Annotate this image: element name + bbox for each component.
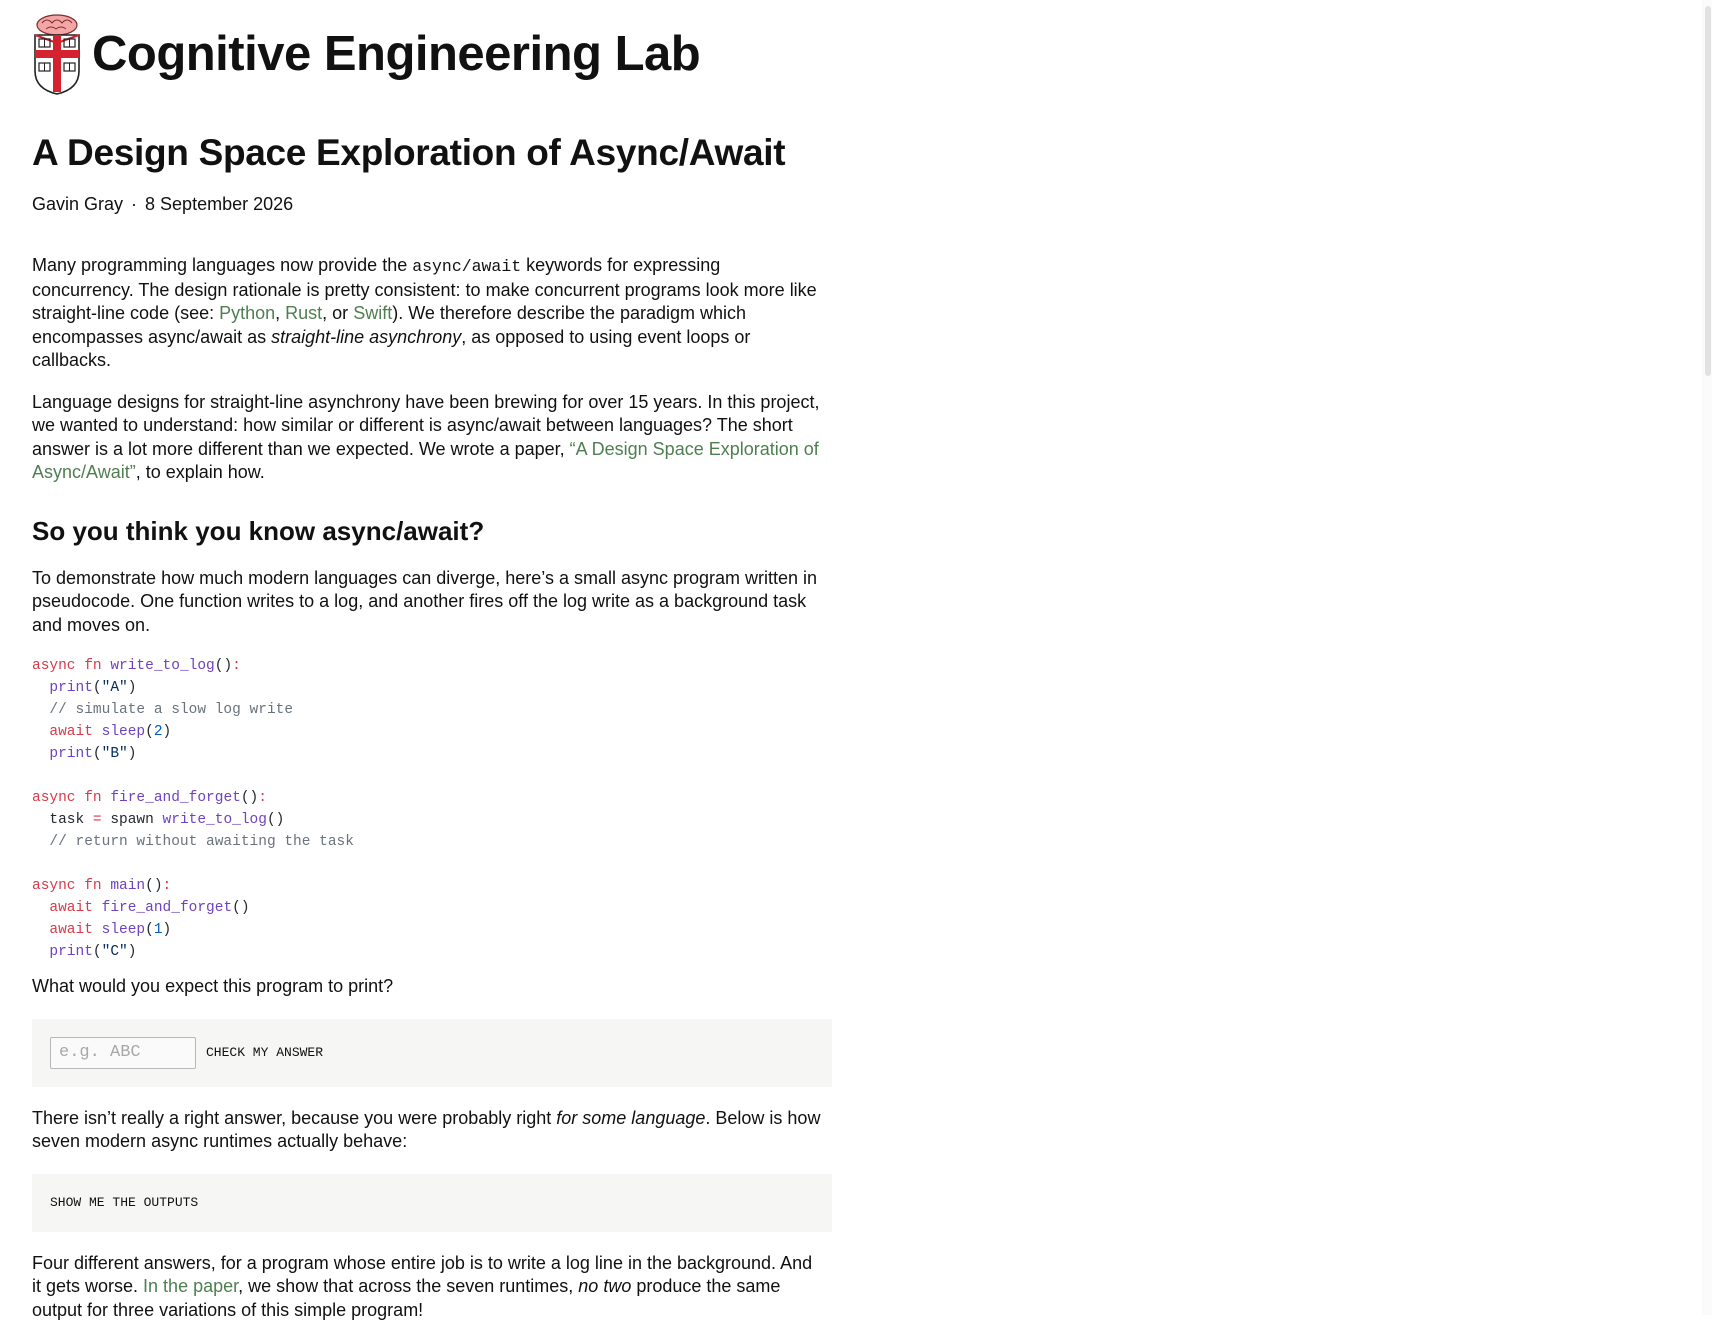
scrollbar[interactable] [1702,0,1712,1315]
code-block [32,655,832,963]
lab-name[interactable]: Cognitive Engineering Lab [92,26,700,82]
code-line [32,658,241,674]
byline-separator: · [131,194,137,214]
code-function: write_to_log [110,658,214,674]
text: ). We therefore describe the paradigm which encompasses async/await as [32,303,746,347]
author-name: Gavin Gray [32,194,123,214]
byline [32,194,832,218]
code-line [32,900,250,916]
code-punct: ( [145,922,154,938]
code-function: main [110,878,145,894]
text: , or [322,303,353,323]
code-keyword: async fn [32,658,102,674]
emphasis: no two [578,1276,631,1296]
answer-paragraph [32,1107,822,1154]
text: Many programming languages now provide the [32,255,412,275]
link-paper-title[interactable]: “A Design Space Exploration of Async/Await” [32,439,819,483]
code-operator: = [93,812,102,828]
code-line [32,790,267,806]
section-heading: So you think you know async/await? [32,515,832,547]
page [32,0,832,1322]
show-outputs-button[interactable]: SHOW ME THE OUTPUTS [50,1195,198,1210]
code-line [32,702,293,718]
code-punct: () [241,790,258,806]
answer-input[interactable] [50,1037,196,1069]
code-line [32,812,284,828]
scrollbar-thumb[interactable] [1705,6,1711,376]
code-function: sleep [102,724,146,740]
code-comment: // return without awaiting the task [49,834,354,850]
code-line [32,746,136,762]
code-punct: : [232,658,241,674]
code-function: fire_and_forget [110,790,241,806]
code-punct: () [267,812,284,828]
code-punct: ( [93,746,102,762]
section-paragraph: To demonstrate how much modern languages can diverge, here’s a small async program written in pseudocode. One function writes to a log, and another fires off the log write as a background task and moves on. [32,567,822,638]
conclusion-paragraph [32,1252,822,1322]
code-function: fire_and_forget [102,900,233,916]
check-answer-button[interactable]: CHECK MY ANSWER [196,1045,323,1060]
code-function: print [49,746,93,762]
code-punct: ) [128,746,137,762]
intro-paragraph-1 [32,254,822,373]
code-keyword: await [49,922,93,938]
code-string: "B" [102,746,128,762]
code-punct: () [232,900,249,916]
code-keyword: async fn [32,790,102,806]
code-function: print [49,680,93,696]
code-line [32,922,171,938]
text: Language designs for straight-line asynchrony have been brewing for over 15 years. In this project, we wanted to understand: how similar or different is async/await between languages? The short answer is a lot more different than we expected. We wrote a paper, [32,392,819,459]
link-in-the-paper[interactable]: In the paper [143,1276,238,1296]
code-punct: () [215,658,232,674]
text: , we show that across the seven runtimes, [238,1276,578,1296]
lab-logo-icon[interactable] [32,13,82,95]
code-punct: ( [93,944,102,960]
code-string: "C" [102,944,128,960]
code-line [32,724,171,740]
code-punct: : [258,790,267,806]
code-string: "A" [102,680,128,696]
emphasis: straight-line asynchrony [271,327,461,347]
post-date: 8 September 2026 [145,194,293,214]
text: , [275,303,285,323]
code-punct: : [163,878,172,894]
code-plain: spawn [110,812,154,828]
text: produce the same output for three variations of this simple program! [32,1276,780,1320]
code-number: 1 [154,922,163,938]
code-function: write_to_log [163,812,267,828]
code-comment: // simulate a slow log write [49,702,293,718]
link-swift[interactable]: Swift [353,303,392,323]
answer-box [32,1019,832,1087]
emphasis: for some language [556,1108,705,1128]
code-keyword: async fn [32,878,102,894]
text: , as opposed to using event loops or callbacks. [32,327,750,371]
code-punct: ) [163,724,172,740]
question-text: What would you expect this program to print? [32,975,822,999]
code-punct: ( [93,680,102,696]
code-variable: task [49,812,84,828]
code-function: print [49,944,93,960]
code-keyword: await [49,900,93,916]
code-function: sleep [102,922,146,938]
link-rust[interactable]: Rust [285,303,322,323]
code-punct: ( [145,724,154,740]
text: Four different answers, for a program whose entire job is to write a log line in the background. And it gets worse. [32,1253,812,1297]
code-punct: ) [128,680,137,696]
code-line [32,834,354,850]
lab-header[interactable] [32,0,832,108]
code-punct: () [145,878,162,894]
text: keywords for expressing concurrency. The design rationale is pretty consistent: to make concurrent programs look more like straight-line code (see: [32,255,817,323]
post-title: A Design Space Exploration of Async/Await [32,130,832,176]
outputs-box [32,1174,832,1232]
intro-paragraph-2 [32,391,822,485]
text: . Below is how seven modern async runtimes actually behave: [32,1108,820,1152]
code-line [32,944,136,960]
code-keyword: await [49,724,93,740]
code-number: 2 [154,724,163,740]
code-line [32,878,171,894]
code-line [32,680,136,696]
code-punct: ) [163,922,172,938]
inline-code: async/await [412,257,521,276]
text: There isn’t really a right answer, because you were probably right [32,1108,556,1128]
text: , to explain how. [136,462,265,482]
link-python[interactable]: Python [219,303,275,323]
code-punct: ) [128,944,137,960]
